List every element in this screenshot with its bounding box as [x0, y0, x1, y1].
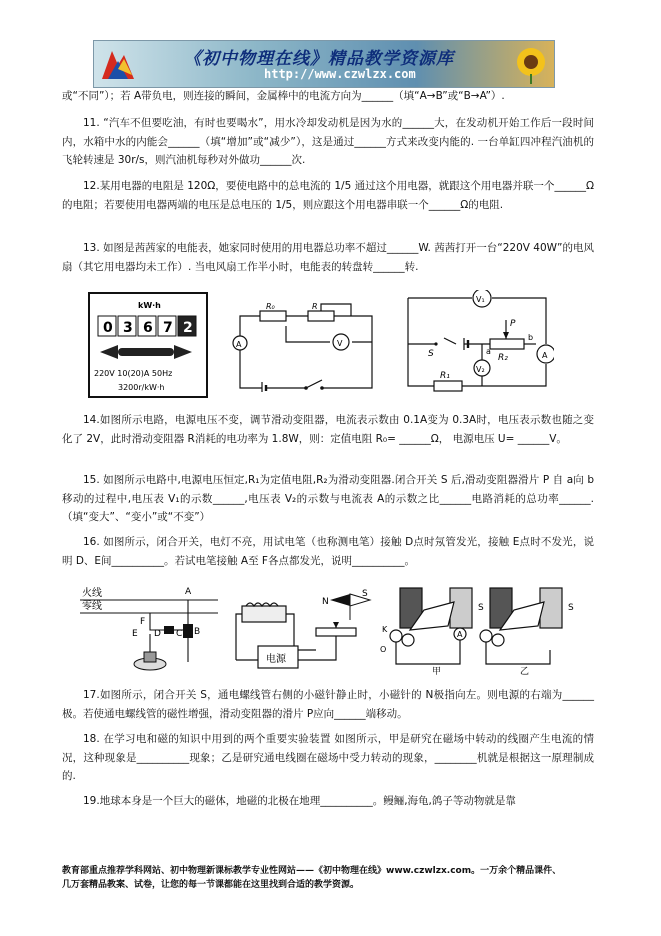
- axis-o-label: O: [380, 645, 387, 654]
- question-12: 12.某用电器的电阻是 120Ω，要使电路中的总电流的 1/5 通过这个用电器，就跟这个用电器并联一个______Ω的电阻；若要使用电器两端的电压是总电压的 1/5，则应跟这个用电器串联一个______Ω的电阻.: [62, 180, 594, 211]
- question-13: 13. 如图是茜茜家的电能表，她家同时使用的用电器总功率不超过______W. 茜茜打开一台“220V 40W”的电风扇（其它用电器均未工作）. 当电风扇工作半小时，电能表的转盘转______转.: [62, 242, 594, 273]
- banner-url[interactable]: http://www.czwlzx.com: [264, 67, 416, 81]
- q10-tail: 或“不同”）；若 A带负电，则连接的瞬间，金属棒中的电流方向为______（填“A→B”或“B→A”）.: [62, 90, 505, 102]
- question-19: 19.地球本身是一个巨大的磁体，地磁的北极在地理__________。鳗鲡,海龟,鸽子等动物就是靠: [83, 795, 516, 807]
- needle-n-label: N: [322, 597, 329, 607]
- circuit2-v2-label: V₂: [476, 365, 485, 374]
- neutral-wire-label: 零线: [82, 601, 102, 612]
- meter-digit-1: 0: [103, 320, 113, 336]
- meter-digit-2: 3: [123, 320, 133, 336]
- meter-unit: kW·h: [138, 301, 161, 310]
- meter-digit-3: 6: [143, 320, 153, 336]
- meter-spec-2: 3200r/kW·h: [118, 383, 165, 392]
- point-b: B: [194, 627, 201, 637]
- circuit1-r0-label: R₀: [266, 302, 275, 311]
- circuit2-a-label: a: [486, 347, 491, 356]
- page-footer: [62, 864, 602, 892]
- meter-digit-5: 2: [183, 320, 193, 336]
- circuit2-p-label: P: [510, 319, 516, 329]
- meter-digits: [98, 316, 196, 336]
- question-11: 11. “汽车不但要吃油，有时也要喝水”，用水冷却发动机是因为水的______大，在发动机开始工作后一段时间内，水箱中水的内能会______（填“增加”或“减少”），这是通过______方式来改变内能的. 一台单缸四冲程汽油机的飞轮转速是 30r/s，则汽油机每秒对外做功______次.: [62, 117, 594, 166]
- electric-meter-figure: [88, 292, 208, 398]
- point-e: E: [132, 629, 138, 639]
- header-banner: [93, 40, 555, 88]
- question-17: 17.如图所示，闭合开关 S，通电螺线管右侧的小磁针静止时，小磁针的 N极指向左。则电源的右端为______极。若使通电螺线管的磁性增强，滑动变阻器的滑片 P应向______端移动。: [62, 689, 594, 720]
- circuit2-v1-label: V₁: [476, 295, 485, 304]
- site-logo: [98, 45, 138, 83]
- solenoid-figure: [234, 588, 374, 674]
- sunflower-icon: [512, 44, 550, 84]
- circuit1-ammeter-label: A: [236, 340, 242, 349]
- circuit2-b-label: b: [528, 333, 534, 342]
- banner-title: 《初中物理在线》精品教学资源库: [184, 49, 454, 69]
- motor-generator-figure: [380, 580, 584, 676]
- footer-line-2: 几万套精品教案、试卷，让您的每一节课都能在这里找到合适的教学资源。: [62, 880, 360, 890]
- generator-jia: [390, 588, 472, 664]
- magnet-s-label-yi: S: [568, 603, 574, 613]
- circuit2-r2-label: R₂: [498, 353, 508, 363]
- live-wire-label: 火线: [82, 588, 102, 599]
- question-15: 15. 如图所示电路中,电源电压恒定,R₁为定值电阻,R₂为滑动变阻器.闭合开关 S 后,滑动变阻器滑片 P 自 a向 b 移动的过程中,电压表 V₁的示数______,电压表 V₂的示数与电流表 A的示数之比______电路消耗的总功率______.（填“变大”、“变小”或“不变”）: [62, 474, 594, 523]
- circuit2-ammeter-label: A: [542, 351, 548, 360]
- question-18: 18. 在学习电和磁的知识中用到的两个重要实验装置 如图所示，甲是研究在磁场中转动的线圈产生电流的情况，这种现象是__________现象；乙是研究通电线圈在磁场中受力转动的现象，________机就是根据这一原理制成的.: [62, 733, 594, 782]
- motor-yi: [480, 588, 562, 664]
- circuit2-switch-label: S: [428, 349, 434, 359]
- lamp-icon: [134, 652, 166, 670]
- power-supply-label: 电源: [266, 654, 286, 665]
- point-a: A: [185, 587, 192, 597]
- point-d: D: [154, 629, 161, 639]
- circuit1-r-label: R: [312, 302, 318, 311]
- meter-spec-1: 220V 10(20)A 50Hz: [94, 369, 173, 378]
- figure-yi-label: 乙: [520, 667, 530, 676]
- ammeter-a-label: A: [457, 630, 463, 639]
- circuit-figure-1: [226, 302, 378, 392]
- circuit-figure-2: [404, 290, 554, 400]
- meter-digit-4: 7: [163, 320, 173, 336]
- fuse-box: [164, 626, 174, 634]
- point-f: F: [140, 617, 146, 627]
- point-c: C: [176, 629, 183, 639]
- magnet-s-label-jia: S: [478, 603, 484, 613]
- house-wiring-figure: [80, 584, 220, 672]
- switch-box: [183, 624, 193, 638]
- circuit2-r1-label: R₁: [440, 371, 450, 381]
- question-16: 16. 如图所示，闭合开关，电灯不亮，用试电笔（也称测电笔）接触 D点时氖管发光，接触 E点时不发光，说明 D、E间__________。若试电笔接触 A至 F各点都发光，说明__________。: [62, 536, 594, 567]
- figure-jia-label: 甲: [432, 667, 442, 676]
- question-14: 14.如图所示电路，电源电压不变，调节滑动变阻器，电流表示数由 0.1A变为 0.3A时，电压表示数也随之变化了 2V，此时滑动变阻器 R消耗的电功率为 1.8W，则：定值电阻 R₀= ______Ω， 电源电压 U= ______V。: [62, 414, 594, 445]
- brush-k-label: K: [382, 625, 388, 634]
- footer-line-1: 教育部重点推荐学科网站、初中物理新课标教学专业性网站——《初中物理在线》www.czwlzx.com。一万余个精品课件、: [62, 866, 562, 876]
- circuit1-voltmeter-label: V: [337, 339, 343, 348]
- needle-s-label: S: [362, 589, 368, 599]
